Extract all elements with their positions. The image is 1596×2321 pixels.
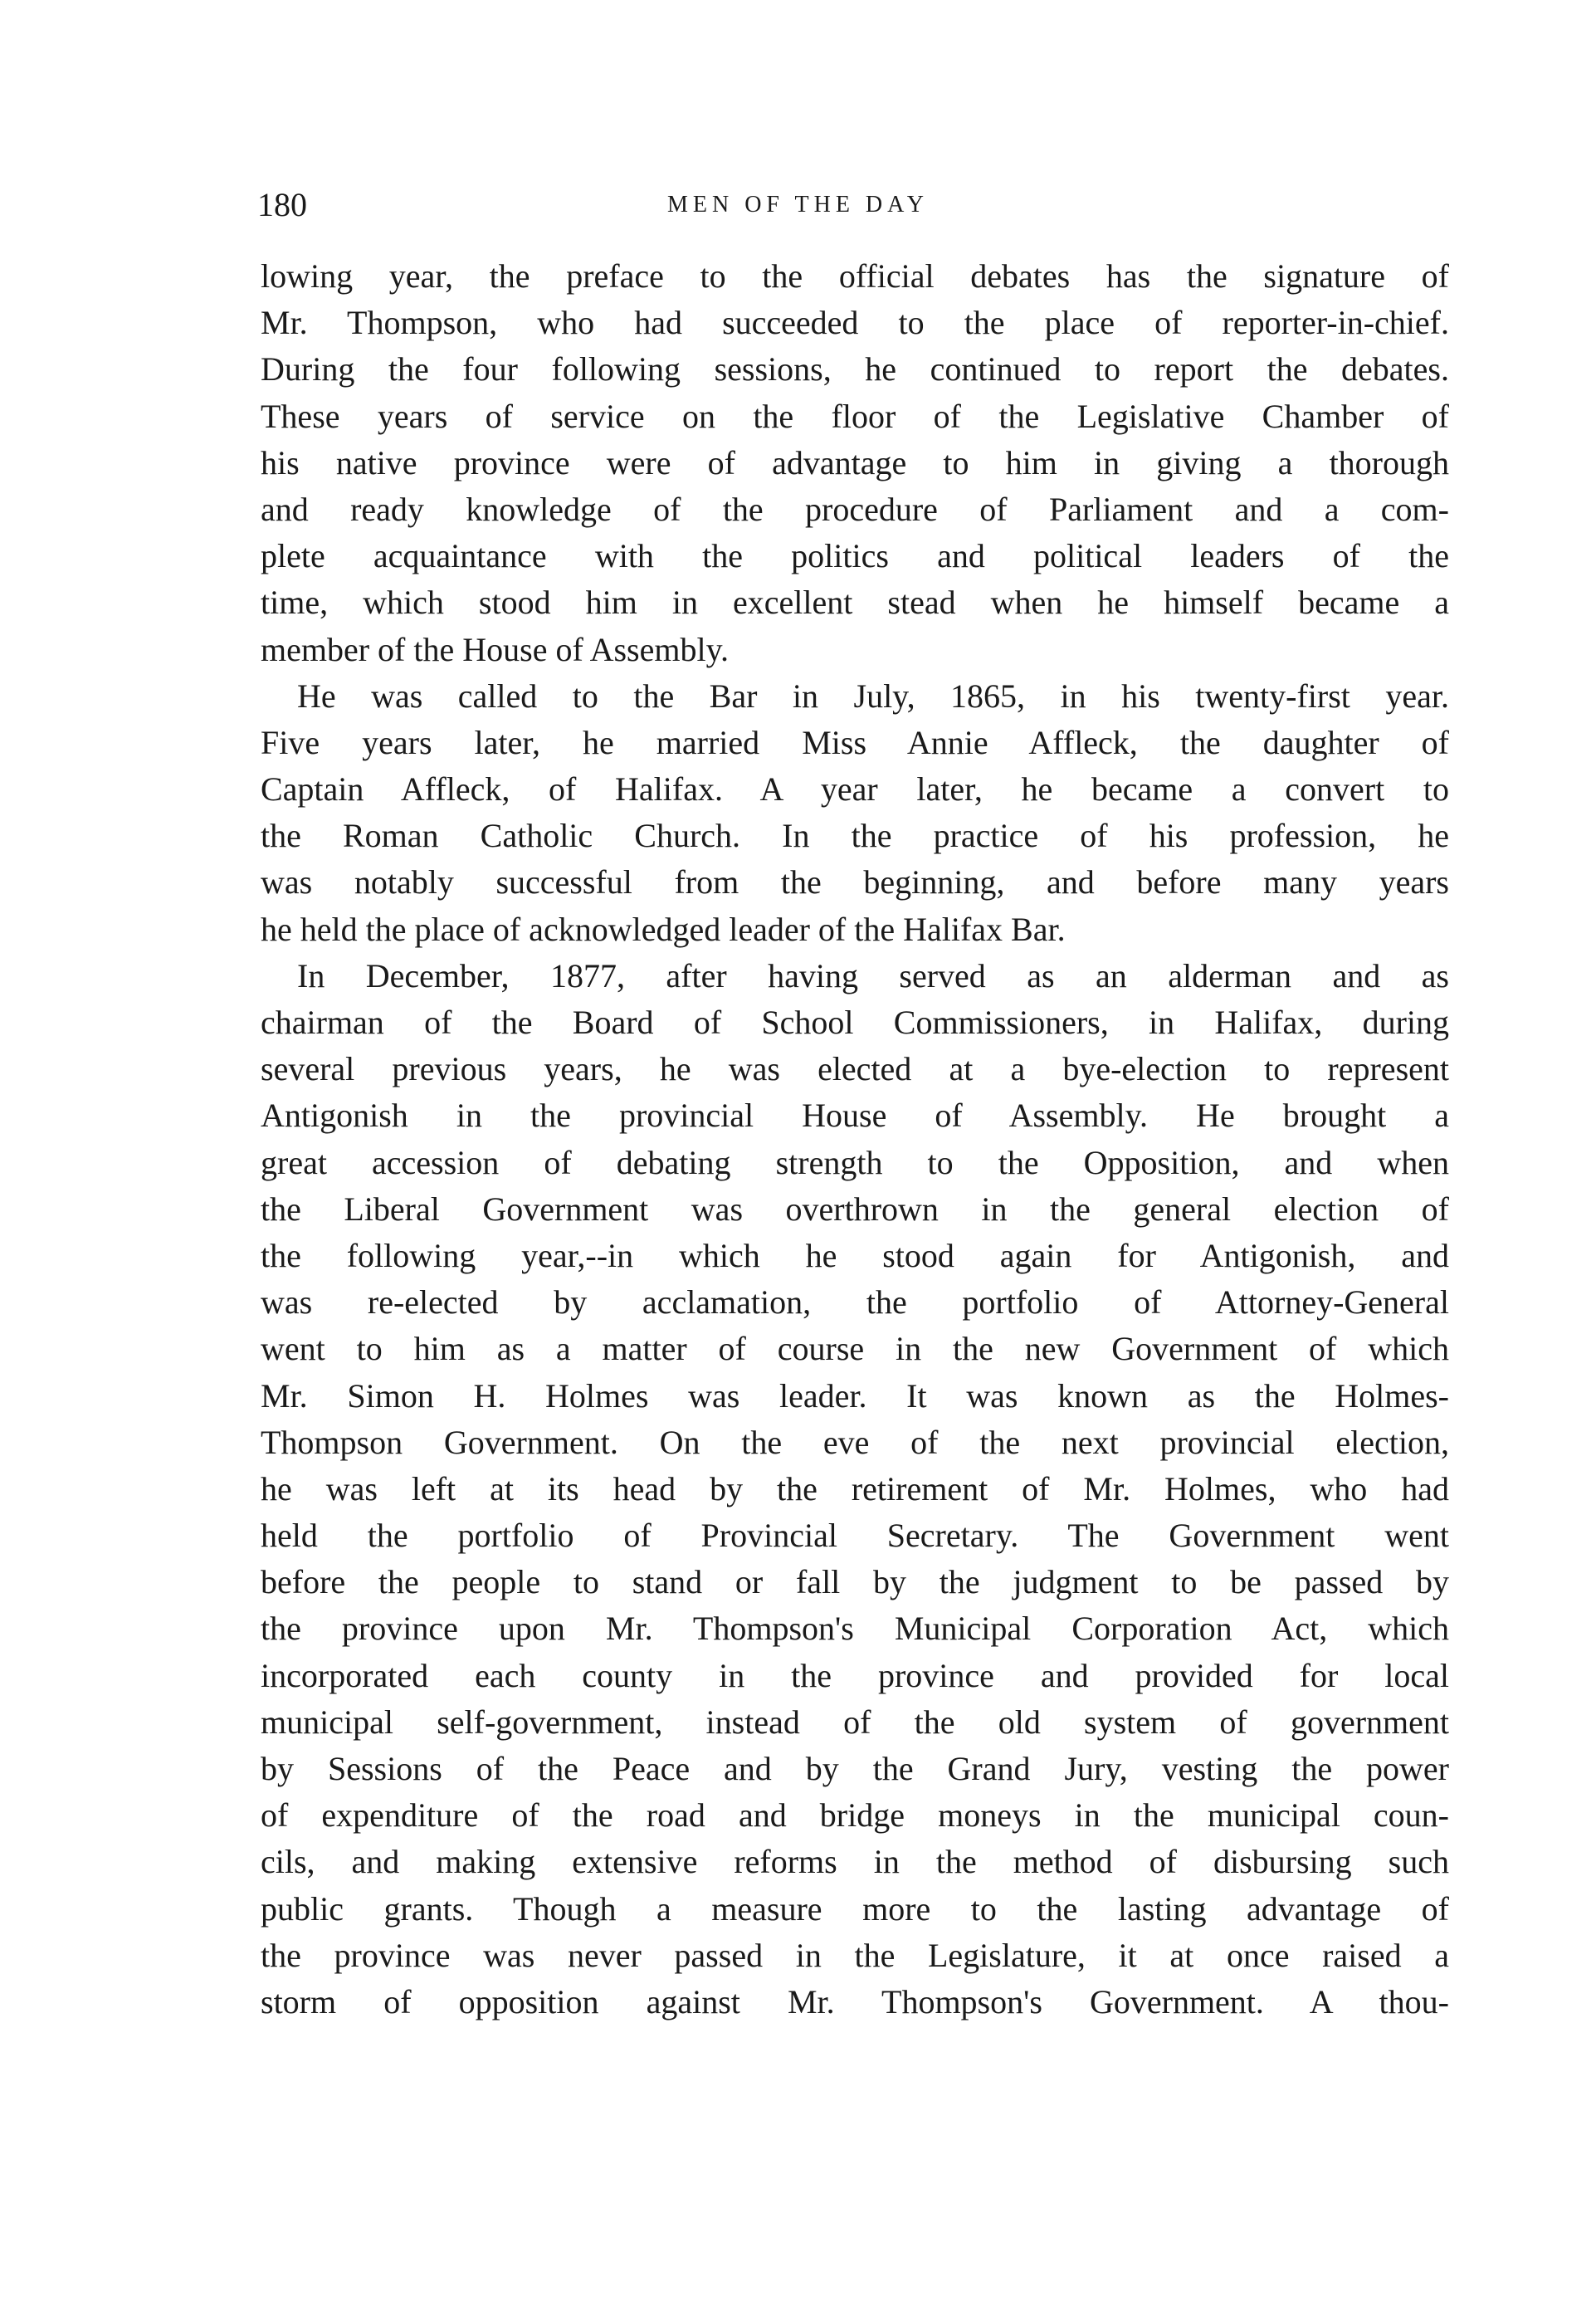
text-line: was re-elected by acclamation, the portfolio of Attorney-General xyxy=(261,1283,1449,1322)
text-line: he was left at its head by the retirement of Mr. Holmes, who had xyxy=(261,1469,1449,1507)
text-line: incorporated each county in the province and provided for local xyxy=(261,1656,1449,1694)
text-line: public grants. Though a measure more to the lasting advantage of xyxy=(261,1889,1449,1928)
text-line: chairman of the Board of School Commissioners, in Halifax, during xyxy=(261,1004,1449,1041)
paragraph xyxy=(261,953,1449,2025)
text-line: the province upon Mr. Thompson's Municipal Corporation Act, which xyxy=(261,1610,1449,1648)
running-header xyxy=(0,184,1596,226)
text-line: He was called to the Bar in July, 1865, in his twenty-first year. xyxy=(297,677,1449,715)
text-line: the following year,--in which he stood again for Antigonish, and xyxy=(261,1236,1449,1274)
text-line: Antigonish in the provincial House of Assembly. He brought a xyxy=(261,1097,1449,1135)
text-line: During the four following sessions, he continued to report the debates. xyxy=(261,350,1449,388)
text-line: municipal self-government, instead of the old system of government xyxy=(261,1703,1449,1741)
paragraph xyxy=(261,253,1449,673)
page-number: 180 xyxy=(257,186,307,223)
text-line: before the people to stand or fall by the judgment to be passed by xyxy=(261,1563,1449,1601)
text-line: plete acquaintance with the politics and political leaders of the xyxy=(261,537,1449,575)
text-line: member of the House of Assembly. xyxy=(261,630,729,668)
text-line: several previous years, he was elected at a bye-election to represent xyxy=(261,1050,1449,1088)
paragraph xyxy=(261,673,1449,953)
text-line: cils, and making extensive reforms in the method of disbursing such xyxy=(261,1843,1449,1881)
text-line: his native province were of advantage to him in giving a thorough xyxy=(261,443,1449,481)
text-line: In December, 1877, after having served as an alderman and as xyxy=(297,956,1449,994)
text-line: by Sessions of the Peace and by the Grand Jury, vesting the power xyxy=(261,1750,1449,1787)
text-line: storm of opposition against Mr. Thompson's Government. A thou- xyxy=(261,1982,1449,2020)
text-line: the Roman Catholic Church. In the practice of his profession, he xyxy=(261,817,1449,855)
text-line: and ready knowledge of the procedure of Parliament and a com- xyxy=(261,490,1449,528)
text-line: Five years later, he married Miss Annie Affleck, the daughter of xyxy=(261,723,1449,761)
text-line: Mr. Thompson, who had succeeded to the place of reporter-in-chief. xyxy=(261,304,1449,342)
text-line: held the portfolio of Provincial Secretary. The Government went xyxy=(261,1517,1449,1555)
running-title: MEN OF THE DAY xyxy=(666,192,930,217)
text-line: went to him as a matter of course in the new Government of which xyxy=(261,1330,1449,1368)
text-line: lowing year, the preface to the official debates has the signature of xyxy=(261,257,1449,295)
text-line: was notably successful from the beginning, and before many years xyxy=(261,863,1449,902)
text-line: Captain Affleck, of Halifax. A year later, he became a convert to xyxy=(261,770,1449,809)
text-line: These years of service on the floor of the Legislative Chamber of xyxy=(261,397,1449,435)
text-line: Thompson Government. On the eve of the next provincial election, xyxy=(261,1423,1449,1461)
text-line: time, which stood him in excellent stead when he himself became a xyxy=(261,584,1449,622)
text-line: of expenditure of the road and bridge moneys in the municipal coun- xyxy=(261,1796,1449,1835)
text-line: he held the place of acknowledged leader of the Halifax Bar. xyxy=(261,910,1066,948)
text-line: the Liberal Government was overthrown in the general election of xyxy=(261,1190,1449,1228)
text-line: Mr. Simon H. Holmes was leader. It was known as the Holmes- xyxy=(261,1376,1449,1415)
body-text xyxy=(261,253,1449,2025)
text-line: the province was never passed in the Legislature, it at once raised a xyxy=(261,1936,1449,1974)
text-line: great accession of debating strength to the Opposition, and when xyxy=(261,1143,1449,1181)
